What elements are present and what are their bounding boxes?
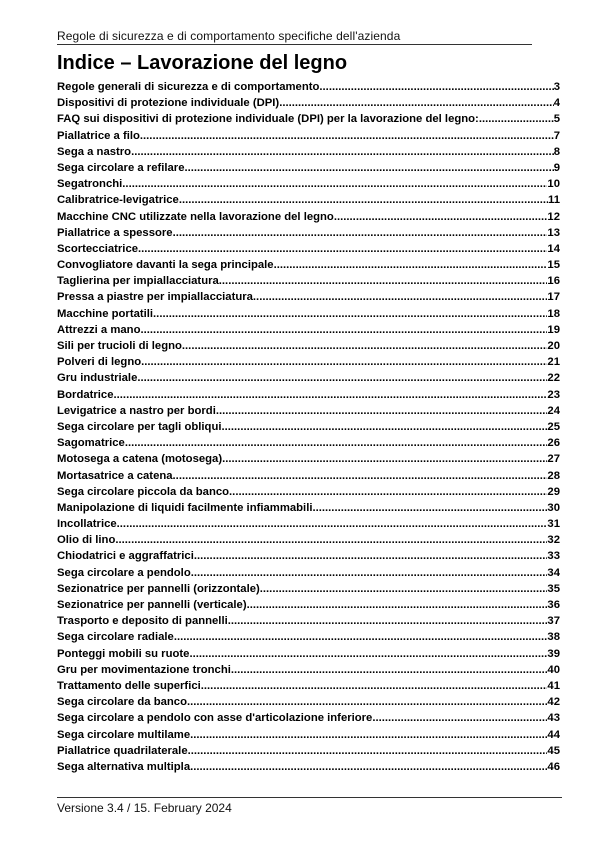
toc-entry-page-number: 42 (547, 696, 560, 709)
toc-entry[interactable] (57, 389, 560, 405)
toc-entry[interactable] (57, 437, 560, 453)
toc-entry-page-number: 28 (547, 469, 560, 482)
toc-entry[interactable] (57, 405, 560, 421)
toc-entry-label: Sega alternativa multipla (57, 760, 191, 773)
toc-leader-dots (274, 259, 548, 271)
toc-entry-label: Sega circolare piccola da banco (57, 485, 230, 498)
toc-entry-page-number: 40 (547, 663, 560, 676)
toc-entry-page-number: 7 (553, 129, 560, 142)
toc-entry-page-number: 38 (547, 631, 560, 644)
toc-entry-page-number: 16 (547, 275, 560, 288)
toc-entry-page-number: 33 (547, 550, 560, 563)
toc-entry-label: Macchine CNC utilizzate nella lavorazione del legno (57, 210, 334, 223)
toc-entry[interactable] (57, 421, 560, 437)
toc-leader-dots (131, 146, 554, 158)
toc-entry-label: Calibratrice-levigatrice (57, 194, 179, 207)
toc-leader-dots (184, 162, 553, 174)
toc-entry[interactable] (57, 712, 560, 728)
toc-leader-dots (312, 502, 547, 514)
toc-entry-page-number: 11 (548, 194, 560, 207)
toc-entry-label: Manipolazione di liquidi facilmente infiammabili (57, 501, 313, 514)
toc-leader-dots (201, 680, 548, 692)
toc-entry-label: FAQ sui dispositivi di protezione individuale (DPI) per la lavorazione del legno: (57, 113, 479, 126)
toc-entry-label: Gru industriale (57, 372, 138, 385)
toc-entry[interactable] (57, 745, 560, 761)
toc-entry[interactable] (57, 291, 560, 307)
toc-entry-page-number: 23 (547, 388, 560, 401)
toc-entry-page-number: 21 (547, 356, 560, 369)
toc-entry-page-number: 18 (547, 307, 560, 320)
toc-entry[interactable] (57, 372, 560, 388)
toc-entry-label: Trasporto e deposito di pannelli (57, 615, 228, 628)
toc-entry-label: Attrezzi a mano (57, 323, 141, 336)
toc-leader-dots (138, 243, 547, 255)
toc-entry-label: Piallatrice a filo (57, 129, 140, 142)
toc-entry-page-number: 19 (547, 323, 560, 336)
toc-entry[interactable] (57, 615, 560, 631)
toc-leader-dots (319, 81, 553, 93)
toc-entry[interactable] (57, 243, 560, 259)
toc-entry-page-number: 34 (547, 566, 560, 579)
toc-entry-page-number: 25 (547, 420, 560, 433)
toc-leader-dots (221, 421, 547, 433)
toc-entry-label: Sega a nastro (57, 145, 132, 158)
toc-entry-page-number: 12 (547, 210, 560, 223)
toc-leader-dots (153, 308, 547, 320)
toc-leader-dots (141, 324, 548, 336)
toc-entry[interactable] (57, 340, 560, 356)
toc-entry[interactable] (57, 275, 560, 291)
toc-leader-dots (372, 712, 547, 724)
toc-entry-page-number: 20 (547, 340, 560, 352)
toc-entry[interactable] (57, 502, 560, 518)
toc-entry-page-number: 15 (547, 259, 560, 272)
toc-entry[interactable] (57, 550, 560, 566)
toc-entry-page-number: 3 (553, 81, 560, 93)
toc-entry-label: Dispositivi di protezione individuale (DPI) (57, 97, 280, 110)
toc-entry-label: Sega circolare a pendolo (57, 566, 191, 579)
toc-entry-page-number: 39 (547, 647, 560, 660)
toc-leader-dots (228, 615, 548, 627)
toc-entry[interactable] (57, 308, 560, 324)
toc-leader-dots (182, 340, 548, 352)
toc-entry-label: Sega circolare a refilare (57, 161, 185, 174)
toc-entry-page-number: 36 (547, 599, 560, 611)
toc-leader-dots (187, 696, 547, 708)
toc-leader-dots (173, 227, 548, 239)
toc-leader-dots (279, 97, 554, 109)
toc-entry-page-number: 17 (547, 291, 560, 304)
toc-entry[interactable] (57, 130, 560, 146)
toc-entry[interactable] (57, 113, 560, 129)
toc-leader-dots (141, 356, 547, 368)
toc-entry[interactable] (57, 534, 560, 550)
page-header: Regole di sicurezza e di comportamento specifiche dell'azienda (57, 29, 401, 43)
toc-leader-dots (194, 550, 548, 562)
toc-entry-label: Levigatrice a nastro per bordi (57, 404, 216, 417)
toc-entry-label: Pressa a piastre per impiallacciatura (57, 291, 253, 304)
toc-leader-dots (334, 211, 548, 223)
toc-entry-label: Bordatrice (57, 388, 114, 401)
toc-entry-page-number: 44 (547, 728, 560, 741)
page-title: Indice – Lavorazione del legno (57, 52, 348, 74)
toc-leader-dots (173, 470, 548, 482)
toc-leader-dots (117, 518, 548, 530)
toc-entry-page-number: 22 (547, 372, 560, 385)
toc-entry[interactable] (57, 583, 560, 599)
toc-entry-label: Regole generali di sicurezza e di comportamento (57, 81, 320, 93)
toc-leader-dots (222, 453, 547, 465)
toc-entry-label: Segatronchi (57, 178, 123, 191)
toc-entry-label: Sezionatrice per pannelli (verticale) (57, 599, 247, 611)
toc-leader-dots (174, 631, 548, 643)
toc-leader-dots (140, 130, 554, 142)
header-divider (57, 44, 532, 45)
toc-entry-label: Gru per movimentazione tronchi (57, 663, 231, 676)
toc-entry-label: Ponteggi mobili su ruote (57, 647, 190, 660)
toc-entry-page-number: 10 (547, 178, 560, 191)
toc-entry-page-number: 30 (547, 501, 560, 514)
toc-entry-label: Sagomatrice (57, 437, 125, 450)
toc-entry-page-number: 31 (547, 518, 560, 531)
toc-entry-page-number: 9 (553, 161, 560, 174)
toc-entry-label: Trattamento delle superfici (57, 679, 201, 692)
toc-entry[interactable] (57, 567, 560, 583)
toc-entry-label: Taglierina per impiallacciatura (57, 275, 219, 288)
toc-leader-dots (247, 599, 548, 611)
toc-leader-dots (190, 761, 547, 773)
toc-entry[interactable] (57, 729, 560, 745)
toc-leader-dots (219, 275, 548, 287)
toc-entry[interactable] (57, 648, 560, 664)
toc-entry[interactable] (57, 761, 560, 777)
toc-entry[interactable] (57, 227, 560, 243)
toc-leader-dots (122, 178, 547, 190)
toc-entry-page-number: 26 (547, 437, 560, 450)
toc-entry[interactable] (57, 664, 560, 680)
toc-entry-label: Polveri di legno (57, 356, 142, 369)
toc-leader-dots (231, 664, 548, 676)
toc-entry-label: Macchine portatili (57, 307, 154, 320)
toc-entry-label: Sega circolare multilame (57, 728, 191, 741)
toc-entry-page-number: 27 (547, 453, 560, 466)
toc-leader-dots (190, 729, 547, 741)
toc-entry[interactable] (57, 356, 560, 372)
toc-entry-page-number: 46 (547, 760, 560, 773)
toc-entry[interactable] (57, 518, 560, 534)
table-of-contents (57, 81, 560, 777)
footer-divider (57, 797, 562, 798)
toc-leader-dots (179, 194, 548, 206)
toc-entry-label: Incollatrice (57, 518, 117, 531)
toc-entry[interactable] (57, 631, 560, 647)
toc-entry-label: Sili per trucioli di legno (57, 340, 182, 352)
toc-entry-label: Piallatrice quadrilaterale (57, 744, 188, 757)
toc-leader-dots (125, 437, 548, 449)
toc-entry-label: Mortasatrice a catena (57, 469, 173, 482)
toc-entry[interactable] (57, 470, 560, 486)
toc-leader-dots (115, 534, 547, 546)
toc-leader-dots (189, 648, 547, 660)
toc-entry-page-number: 4 (553, 97, 560, 110)
toc-entry[interactable] (57, 486, 560, 502)
toc-entry[interactable] (57, 324, 560, 340)
toc-entry-page-number: 13 (547, 226, 560, 239)
toc-entry-page-number: 43 (547, 712, 560, 725)
toc-entry[interactable] (57, 81, 560, 97)
toc-entry-label: Chiodatrici e aggraffatrici (57, 550, 194, 563)
toc-leader-dots (229, 486, 547, 498)
toc-entry[interactable] (57, 146, 560, 162)
page-footer: Versione 3.4 / 15. February 2024 (57, 801, 232, 815)
toc-entry-page-number: 45 (547, 744, 560, 757)
toc-entry-label: Sega circolare radiale (57, 631, 174, 644)
toc-entry-page-number: 41 (547, 679, 560, 692)
toc-entry[interactable] (57, 178, 560, 194)
toc-entry-label: Sega circolare da banco (57, 696, 187, 709)
toc-leader-dots (191, 567, 548, 579)
toc-leader-dots (253, 291, 548, 303)
toc-entry-page-number: 8 (553, 145, 560, 158)
toc-entry-page-number: 5 (553, 113, 560, 126)
toc-entry[interactable] (57, 453, 560, 469)
toc-entry-page-number: 32 (547, 534, 560, 547)
toc-entry-label: Sezionatrice per pannelli (orizzontale) (57, 582, 260, 595)
toc-entry[interactable] (57, 194, 560, 210)
toc-entry-page-number: 37 (547, 615, 560, 628)
toc-entry-page-number: 14 (547, 242, 560, 255)
toc-entry[interactable] (57, 599, 560, 615)
toc-entry[interactable] (57, 680, 560, 696)
toc-entry-page-number: 35 (547, 582, 560, 595)
toc-entry-label: Olio di lino (57, 534, 116, 547)
toc-entry[interactable] (57, 97, 560, 113)
toc-entry[interactable] (57, 259, 560, 275)
toc-leader-dots (260, 583, 548, 595)
toc-leader-dots (479, 113, 554, 125)
toc-entry[interactable] (57, 162, 560, 178)
toc-entry-label: Sega circolare a pendolo con asse d'articolazione inferiore (57, 712, 373, 725)
toc-entry-label: Motosega a catena (motosega) (57, 453, 223, 466)
toc-leader-dots (188, 745, 548, 757)
toc-entry-page-number: 24 (547, 404, 560, 417)
toc-leader-dots (137, 372, 547, 384)
toc-entry-label: Convogliatore davanti la sega principale (57, 259, 274, 272)
toc-entry-label: Piallatrice a spessore (57, 226, 173, 239)
toc-entry-page-number: 29 (547, 485, 560, 498)
toc-entry-label: Scortecciatrice (57, 242, 139, 255)
toc-entry-label: Sega circolare per tagli obliqui (57, 420, 222, 433)
toc-entry[interactable] (57, 696, 560, 712)
toc-entry[interactable] (57, 211, 560, 227)
toc-leader-dots (216, 405, 548, 417)
toc-leader-dots (114, 389, 548, 401)
